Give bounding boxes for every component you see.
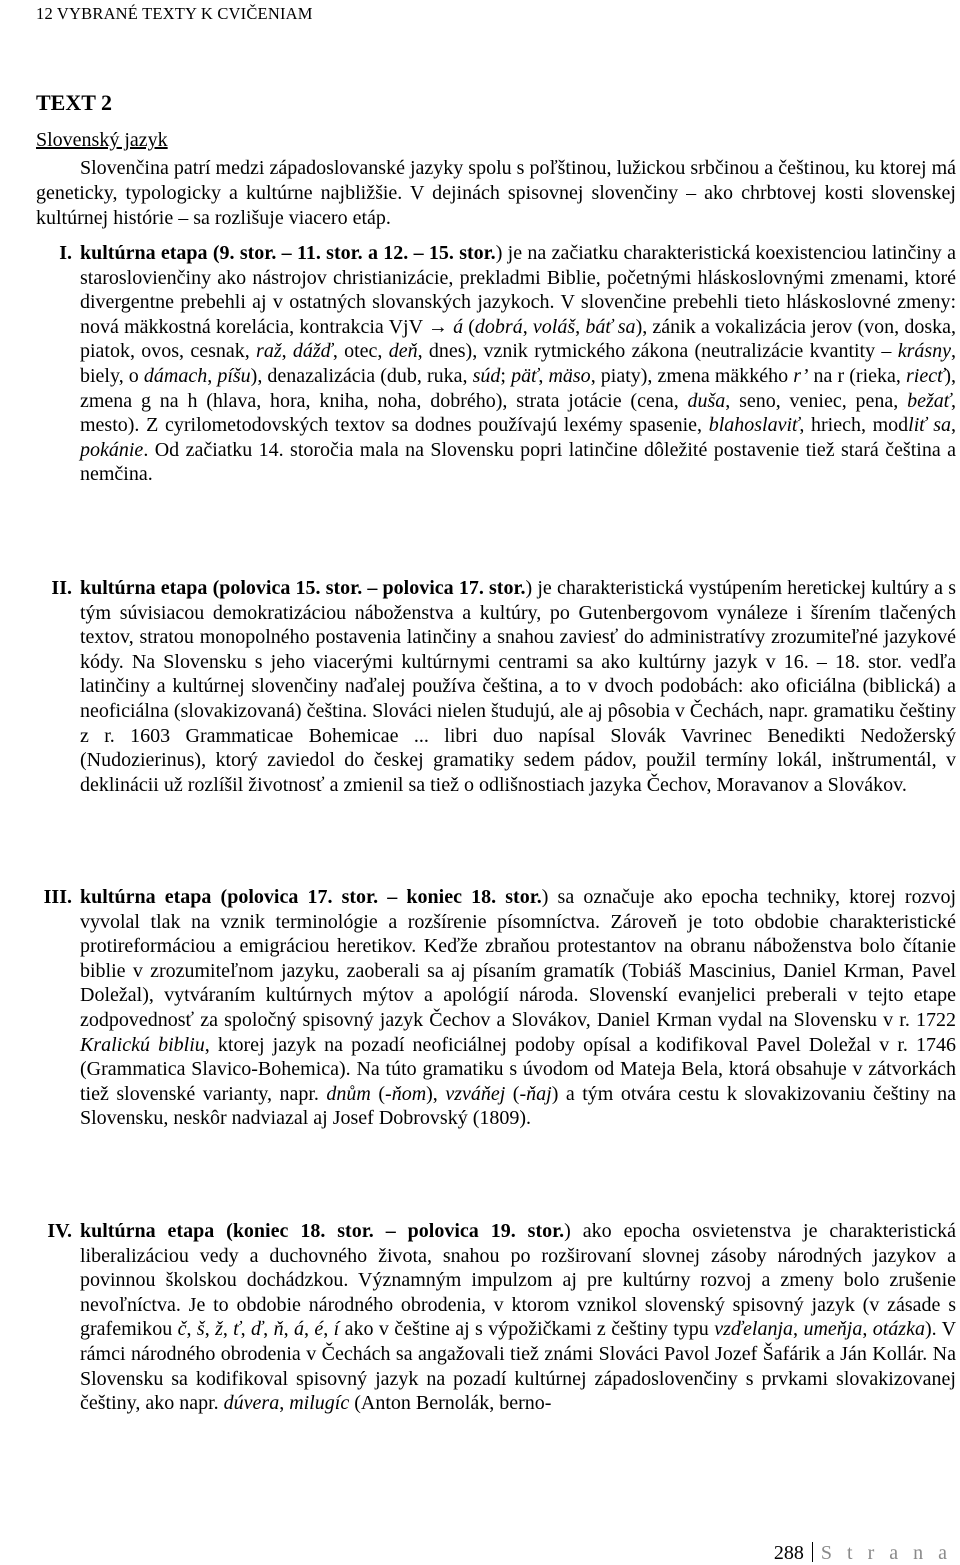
italic-term: á [293,1318,304,1341]
text-heading: TEXT 2 [36,90,113,115]
text-run: , [240,1318,251,1341]
italic-term: liť sa [908,414,952,437]
italic-term: dobrá [474,315,523,338]
italic-term: vzďelanja [714,1318,794,1341]
page-number: 288 [773,1542,804,1564]
era-title: kultúrna etapa (polovica 15. stor. – polovica 17. stor. [80,577,526,599]
italic-term: píšu [217,364,251,387]
text-run: , [222,1318,234,1341]
italic-term: dážď [292,340,333,363]
text-run: , [207,364,218,387]
italic-term: deň [388,340,418,363]
text-run: , seno, veniec, pena, [725,389,908,412]
italic-term: á [453,315,464,338]
italic-term: Kralickú bibliu [80,1033,205,1056]
italic-term: milugíc [289,1392,350,1415]
text-run: , otec, [332,340,389,363]
intro-paragraph: Slovenčina patrí medzi západoslovanské jazyky spolu s poľštinou, lužickou srbčinou a češtinou, ku ktorej má geneticky, typologicky a kultúrne najbližšie. V dejinách spisovnej slovenčiny – ako chrbtovej kosti slovenskej kultúrnej histórie – sa rozlišuje viacero etáp. [36,157,956,229]
text-run: , [186,1318,197,1341]
italic-term: raž [256,340,282,363]
italic-term: dámach [143,364,208,387]
italic-term: krásny [897,340,952,363]
text-run: . Od začiatku 14. storočia mala na Slovensku popri latinčine dôležité postavenie tiež stará čeština a nemčina. [80,438,956,486]
footer-divider [812,1542,813,1562]
text-run: , [522,315,533,338]
italic-term: dúvera [223,1392,280,1415]
text-run: , ktorej jazyk na pozadí neoficiálnej podoby opísal a kodifikoval Pavel Doležal v r. 1746 (Grammatica Slavico-Bohemica). Na túto gramatiku s úvodom od Mateja Bela, ktorá obsahuje v zátvorkách tiež slovenské varianty, napr. [80,1033,956,1105]
text-run: ), zánik a vokalizácia jerov (von, doska, piatok, ovos, cesnak, [80,315,956,363]
italic-term: ď [250,1318,264,1341]
text-run: na r (rieka, [808,364,906,387]
text-run: ) ako epocha osvietenstva je charakteristická liberalizáciou vedy a duchovného života, snahou po rozširovaní slovnej zásoby národných jazykov a povinnou školskou dochádzkou. Významným impulzom aj pre kultúrny rozvoj a zmeny bolo zrušenie nevoľníctva. Je to obdobie národného obrodenia, v ktorom vznikol slovenský spisovný jazyk (v zásade s grafemikou [80,1220,956,1341]
text-run: (Anton Bernolák, berno- [349,1392,552,1415]
text-run: , [204,1318,216,1341]
italic-term: č [177,1318,187,1341]
era-3-paragraph [43,885,957,1131]
text-run: ) je na začiatku charakteristická koexistenciou latinčiny a staroslovienčiny ako nástrojov christianizácie, prekladmi Biblie, početnými hláskoslovnými zmenami, ktoré divergentne prebehli aj v ostatných slovanských jazykoch. V slovenčine prebehli tieto hláskoslovné zmeny: nová mäkkostná korelácia, kontrakcia VjV → [80,242,956,338]
italic-term: bežať [907,389,952,412]
text-run: , [323,1318,334,1341]
text-run: , [303,1318,315,1341]
era-text [80,1220,956,1414]
text-run: , [793,1318,804,1341]
italic-term: voláš [532,315,576,338]
text-run: , [575,315,586,338]
era-4-paragraph [47,1219,957,1416]
text-run: , hriech, mod [799,414,909,437]
era-2-paragraph [51,576,956,797]
italic-term: báť sa [585,315,636,338]
text-run: ) a tým otvára cestu k slovakizovaniu češtiny na Slovensku, neskôr nadviazal aj Josef Dobrovský (1809). [80,1082,957,1130]
italic-term: dnům [326,1082,371,1105]
text-run: ; [500,364,512,387]
italic-term: í [333,1318,340,1341]
italic-term: otázka [872,1318,925,1341]
era-text [80,577,956,796]
text-run: , [279,1392,290,1415]
italic-term: ňaj [526,1082,552,1105]
italic-term: ť [233,1318,241,1341]
era-text [80,886,956,1129]
italic-term: mäso [548,364,591,387]
text-run: (- [370,1082,392,1105]
text-run: ), [426,1082,446,1105]
era-text [80,242,956,485]
era-numeral: IV. [47,1220,72,1242]
text-run: , dnes), vznik rytmického zákona (neutralizácie kvantity – [417,340,898,363]
text-run: ) je charakteristická vystúpením heretickej kultúry a s tým súvisiacou demokratizáciou náboženstva a kultúry, po Gutenbergovom vynáleze i šírením tlačených textov, stratou monopolného postavenia latinčiny a snahou zaviesť do administratívy zrozumiteľné jazykové kódy. Na Slovensku s jeho viacerými kultúrnymi centrami sa ako kultúrny jazyk v 16. – 18. stor. vedľa latinčiny a kultúrnej slovenčiny naďalej používa čeština, a to v dvoch podobách: ako oficiálna (biblická) a neoficiálna (slovakizovaná) čeština. Slováci nielen študujú, ale aj pôsobia v Čechách, napr. gramatiku češtiny z r. 1603 Grammaticae Bohemicae ... libri duo napísal Slovák Vavrinec Benedikti Nedožerský (Nudozierinus), ktorý zaviedol do českej gramatiky sedem pádov, použil termíny lokál, inštrumentál, v deklinácii už rozlíšil životnosť a zmienil sa tiež o odlišnostiach jazyka Čechov, Moravanov a Slovákov. [80,577,956,796]
italic-term: duša [687,389,726,412]
era-title: kultúrna etapa (koniec 18. stor. – polovica 19. stor. [80,1220,565,1242]
text-run: ), denazalizácia (dub, ruka, [250,364,473,387]
text-run: , [281,340,293,363]
italic-term: pokánie [80,438,144,461]
italic-term: r’ [793,364,809,387]
era-title: kultúrna etapa (polovica 17. stor. – koniec 18. stor. [80,886,542,908]
era-numeral: II. [51,577,72,599]
text-run: ), zmena g na h (hlava, hora, kniha, noha, dobrého), strata jotácie (cena, [80,364,957,412]
italic-term: umeňja [803,1318,863,1341]
italic-term: riecť [905,364,945,387]
italic-term: ň [273,1318,284,1341]
text-run: ). V rámci národného obrodenia v Čechách sa angažovali tiež známi Slováci Pavol Jozef Šafárik a Ján Kollár. Na Slovensku sa kodifikoval spisovný jazyk na pozadí kultúrnej západoslovenčiny s prvkami slovakizovanej češtiny, ako napr. [80,1318,957,1415]
text-run: , [263,1318,274,1341]
italic-term: päť [511,364,539,387]
era-numeral: I. [59,242,72,264]
text-run: ako v češtine aj s výpožičkami z češtiny typu [339,1318,715,1341]
text-run: , piaty), zmena mäkkého [590,364,794,387]
text-run: , mesto). Z cyrilometodovských textov sa dodnes používajú lexémy spasenie, [80,389,957,437]
page-footer [774,1542,952,1565]
text-run: , [283,1318,294,1341]
text-run: ) sa označuje ako epocha techniky, ktorej rozvoj vyvolal tlak na vznik terminológie a rozšírenie písomníctva. Zároveň je toto obdobie charakteristické protireformáciou a emigráciou heretikov. Keďže zbraňou protestantov na obranu náboženstva bolo čítanie biblie v zrozumiteľnom jazyku, zaoberali sa aj písaním gramatík (Tobiáš Mascinius, Daniel Krman, Pavel Doležal), vytváraním kultúrnych mýtov a apológií národa. Slovenskí evanjelici preberali v tejto etape zodpovednosť za spoločný spisovný jazyk Čechov a Slovákov, Daniel Krman vydal na Slovensku v r. 1722 [80,886,956,1031]
page-word: S t r a n a [820,1542,952,1564]
text-subtitle: Slovenský jazyk [36,129,168,151]
italic-term: š [196,1318,205,1341]
italic-term: ňom [391,1082,427,1105]
text-run: , [538,364,549,387]
text-run: ( [463,315,475,338]
italic-term: vzváňej [445,1082,506,1105]
italic-term: ž [215,1318,223,1341]
era-title: kultúrna etapa (9. stor. – 11. stor. a 12. – 15. stor. [80,242,496,264]
text-run: (- [505,1082,527,1105]
era-numeral: III. [43,886,72,908]
text-run: , biely, o [80,340,957,387]
running-header: 12 VYBRANÉ TEXTY K CVIČENIAM [36,4,313,23]
italic-term: súd [472,364,501,387]
era-1-paragraph [59,241,957,487]
italic-term: é [314,1318,324,1341]
text-run: , [862,1318,873,1341]
text-run: , [951,414,957,437]
italic-term: blahoslaviť [708,414,800,437]
